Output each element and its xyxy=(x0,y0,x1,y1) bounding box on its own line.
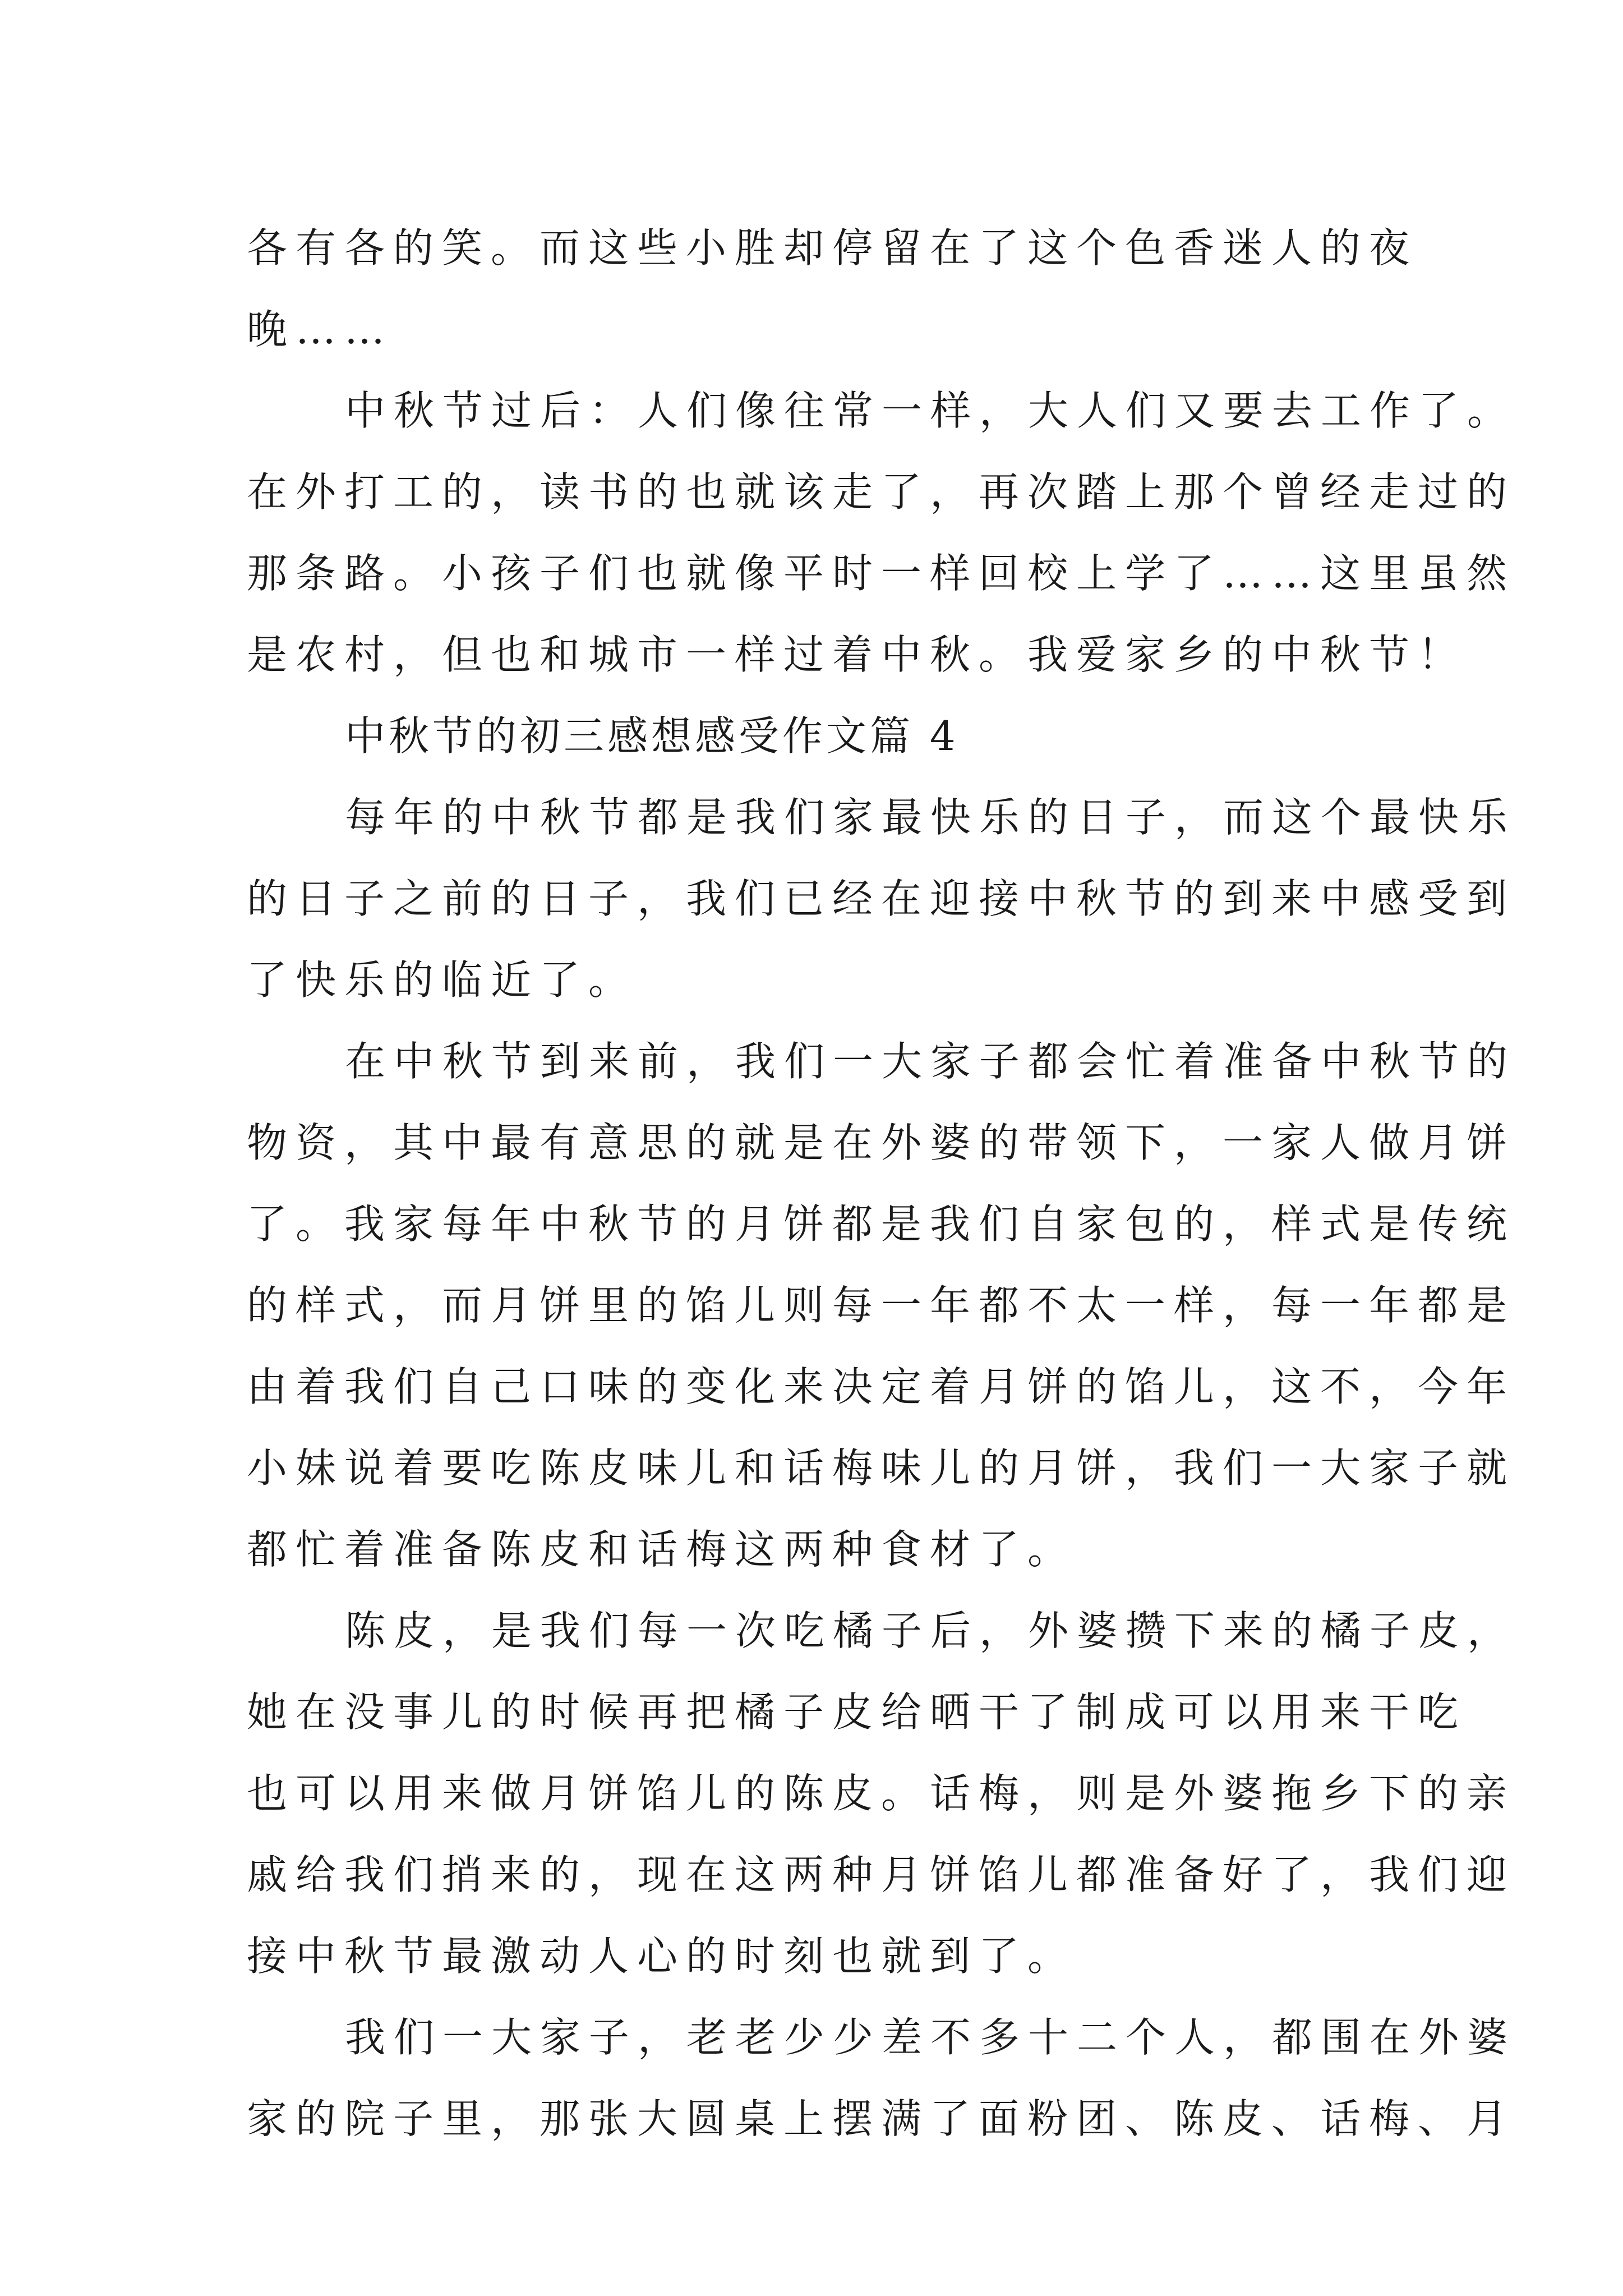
section-heading: 中秋节的初三感想感受作文篇 4 xyxy=(345,712,959,760)
text-line: 晚…… xyxy=(247,306,394,353)
text-line: 物资，其中最有意思的就是在外婆的带领下，一家人做月饼 xyxy=(247,1119,1516,1166)
text-line: 是农村，但也和城市一样过着中秋。我爱家乡的中秋节！ xyxy=(247,631,1467,678)
text-line: 都忙着准备陈皮和话梅这两种食材了。 xyxy=(247,1526,1077,1573)
text-line: 接中秋节最激动人心的时刻也就到了。 xyxy=(247,1932,1077,1980)
paragraph-first-line: 中秋节过后：人们像往常一样，大人们又要去工作了。 xyxy=(345,387,1516,434)
paragraph-first-line: 陈皮，是我们每一次吃橘子后，外婆攒下来的橘子皮， xyxy=(345,1607,1516,1654)
text-line: 那条路。小孩子们也就像平时一样回校上学了……这里虽然 xyxy=(247,550,1516,597)
text-line: 小妹说着要吃陈皮味儿和话梅味儿的月饼，我们一大家子就 xyxy=(247,1444,1516,1492)
text-line: 在外打工的，读书的也就该走了，再次踏上那个曾经走过的 xyxy=(247,468,1516,516)
body-text xyxy=(247,208,1516,2160)
text-line: 的样式，而月饼里的馅儿则每一年都不太一样，每一年都是 xyxy=(247,1282,1516,1329)
text-line: 戚给我们捎来的，现在这两种月饼馅儿都准备好了，我们迎 xyxy=(247,1851,1516,1898)
text-line: 家的院子里，那张大圆桌上摆满了面粉团、陈皮、话梅、月 xyxy=(247,2095,1516,2142)
text-line: 各有各的笑。而这些小胜却停留在了这个色香迷人的夜 xyxy=(247,224,1418,272)
paragraph-first-line: 我们一大家子，老老少少差不多十二个人，都围在外婆 xyxy=(345,2014,1516,2061)
text-line: 她在没事儿的时候再把橘子皮给晒干了制成可以用来干吃 xyxy=(247,1688,1467,1736)
text-line: 由着我们自己口味的变化来决定着月饼的馅儿，这不，今年 xyxy=(247,1363,1516,1410)
text-line: 了。我家每年中秋节的月饼都是我们自家包的，样式是传统 xyxy=(247,1200,1516,1248)
paragraph-first-line: 在中秋节到来前，我们一大家子都会忙着准备中秋节的 xyxy=(345,1038,1516,1085)
text-line: 了快乐的临近了。 xyxy=(247,956,638,1004)
text-line: 的日子之前的日子，我们已经在迎接中秋节的到来中感受到 xyxy=(247,875,1516,922)
text-line: 也可以用来做月饼馅儿的陈皮。话梅，则是外婆拖乡下的亲 xyxy=(247,1770,1516,1817)
paragraph-first-line: 每年的中秋节都是我们家最快乐的日子，而这个最快乐 xyxy=(345,794,1516,841)
